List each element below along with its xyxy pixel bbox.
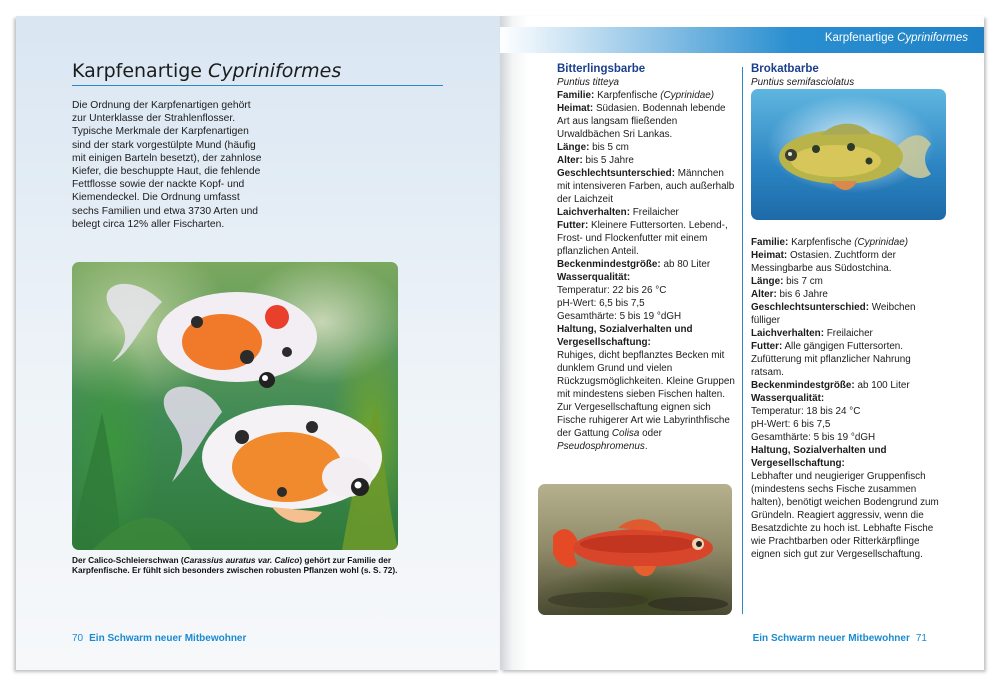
fact-value: Ruhiges, dicht bepflanztes Becken mit dunklem Grund und vielen Rückzugsmöglichkeiten. Kleine Gruppen mit mindestens sieben Fischen halten. Zur Vergesellschaftung eignen sich Fische ruhigerer Art wie Labyrinthfische der Gattung [557,350,735,439]
fact-geschlecht [557,167,737,206]
page-number-right: 71 [915,633,927,644]
title-text: Karpfenartige [72,60,209,82]
fact-label: Beckenmindestgröße: [751,380,855,391]
fact-familie [751,236,946,249]
lower-goldfish [164,387,382,523]
fact-value-latin: Pseudosphromenus [557,441,645,452]
fact-heimat [751,249,946,275]
right-footer [753,633,927,644]
intro-text: Die Ordnung der Karpfenartigen gehört zur Unterklasse der Strahlenflosser. Typische Merkmale der Karpfenartigen sind der stark vorgestülpte Mund (häufig mit einigen Barteln besetzt), der zahnlose Kiefer, die beschuppte Haut, die fehlende Fettflosse sowie der nackte Kopf- und Kiemendeckel. Die Ordnung umfasst sechs Familien und etwa 3730 Arten und belegt circa 12% aller Fischarten. [72,100,262,230]
fact-heimat [557,102,737,141]
fact-label: Futter: [751,341,783,352]
fact-laenge [557,141,737,154]
fact-haerte: Gesamthärte: 5 bis 19 °dGH [557,311,682,322]
goldfish-photo [72,262,398,550]
fact-label: Familie: [751,237,789,248]
fact-label: Heimat: [557,103,594,114]
fact-label: Beckenmindestgröße: [557,259,661,270]
fact-value-latin: Colisa [611,428,640,439]
upper-goldfish [107,284,317,388]
page-title [72,60,341,82]
fact-futter [751,340,946,379]
fact-laich [751,327,946,340]
fact-value: Südasien. Bodennah lebende Art aus langsam fließenden Urwaldbächen Sri Lankas. [557,103,726,140]
chapter-title-left: Ein Schwarm neuer Mitbewohner [89,633,247,644]
fact-value: ab 80 Liter [663,259,711,270]
fact-value: Lebhafter und neugieriger Gruppenfisch (mindestens sechs Fische zusammen halten), benötigt weichen Bodengrund zum Gründeln. Reagiert aggressiv, wenn die Besatzdichte zu hoch ist. Lebhafte Fische wie Prachtbarben oder Ritterkärpflinge eignen sich gut zur Vergesellschaftung. [751,471,939,560]
fact-label: Familie: [557,90,595,101]
fact-label: Futter: [557,220,589,231]
fact-label: Wasserqualität: [751,393,825,404]
chapter-title-right: Ein Schwarm neuer Mitbewohner [752,633,910,644]
fact-label: Heimat: [751,250,788,261]
fact-label: Alter: [557,155,583,166]
goldfish-illustration [72,262,398,550]
bitterlingsbarbe-photo [538,484,732,615]
species-name: Bitterlingsbarbe [557,63,646,75]
fact-label: Laichverhalten: [557,207,630,218]
fact-value: bis 5 cm [592,142,629,153]
fact-label: Geschlechtsunterschied: [751,302,869,313]
fact-value: Alle gängigen Futtersorten. Zufütterung mit pflanzlicher Nahrung ratsam. [751,341,911,378]
fact-alter [557,154,737,167]
caption-latin: Carassius auratus var. Calico [183,555,300,565]
species-name: Brokatbarbe [751,63,819,75]
fact-haltung [557,323,737,453]
fact-label: Länge: [751,276,784,287]
fact-label: Länge: [557,142,590,153]
fact-ph: pH-Wert: 6,5 bis 7,5 [557,298,645,309]
fact-alter [751,288,946,301]
fact-temperatur: Temperatur: 18 bis 24 °C [751,406,861,417]
fact-value: Freilaicher [632,207,679,218]
fact-value: Freilaicher [826,328,873,339]
fact-value: Kleinere Futtersorten. Lebend-, Frost- und Flockenfutter mit einem pflanzlichen Anteil. [557,220,728,257]
left-page [16,16,500,670]
species-latin: Puntius titteya [557,77,620,88]
column-divider [742,67,743,614]
fact-label: Geschlechtsunterschied: [557,168,675,179]
caption-text-b: ) gehört zur Familie der Karpfenfische. Er fühlt sich besonders zwischen robusten Pflanzen wohl (s. S. 72). [72,555,398,576]
fact-laich [557,206,737,219]
species-column-bitterling [557,63,737,453]
brokatbarbe-illustration [751,89,946,220]
fact-haerte: Gesamthärte: 5 bis 19 °dGH [751,432,876,443]
left-footer [72,633,246,644]
right-page [500,16,984,670]
fact-wasser [557,271,737,284]
intro-paragraph [72,99,262,231]
bitterlingsbarbe-illustration [538,484,732,615]
fact-temperatur: Temperatur: 22 bis 26 °C [557,285,667,296]
running-header-text: Karpfenartige [824,32,898,44]
fact-haltung [751,444,946,561]
fact-label: Haltung, Sozialverhalten und Vergesellschaftung: [751,445,887,469]
brokatbarbe-photo [751,89,946,220]
fact-geschlecht [751,301,946,327]
fact-laenge [751,275,946,288]
fact-futter [557,219,737,258]
species-latin: Puntius semifasciolatus [751,77,855,88]
fact-label: Wasserqualität: [557,272,631,283]
fact-value: oder [639,428,662,439]
fact-value: Karpfenfische [791,237,855,248]
fact-label: Haltung, Sozialverhalten und Vergesellschaftung: [557,324,693,348]
fact-label: Laichverhalten: [751,328,824,339]
title-underline [72,85,443,86]
fact-wasser [751,392,946,405]
photo-caption [72,555,398,576]
caption-text-a: Der Calico-Schleierschwan ( [72,555,184,565]
fact-ph: pH-Wert: 6 bis 7,5 [751,419,831,430]
header-bar [500,27,984,53]
fact-value-latin: (Cyprinidae) [854,237,909,248]
running-header [825,32,968,44]
fact-label: Alter: [751,289,777,300]
fact-value: bis 5 Jahre [585,155,634,166]
fact-value: bis 6 Jahre [779,289,828,300]
fact-value: bis 7 cm [786,276,823,287]
species-column-brokat [751,63,946,561]
page-number-left: 70 [72,633,84,644]
fact-familie [557,89,737,102]
fact-becken [751,379,946,392]
fact-value: . [644,441,648,452]
fact-value: ab 100 Liter [857,380,910,391]
title-latin: Cypriniformes [208,60,342,82]
fact-value: Männchen mit intensiveren Farben, auch außerhalb der Laichzeit [557,168,735,205]
fact-value: Karpfenfische [597,90,661,101]
fact-value-latin: (Cyprinidae) [660,90,715,101]
running-header-latin: Cypriniformes [897,32,968,44]
fact-becken [557,258,737,271]
fact-value: Ostasien. Zuchtform der Messingbarbe aus Südostchina. [751,250,896,274]
fact-value: Weibchen fülliger [751,302,916,326]
